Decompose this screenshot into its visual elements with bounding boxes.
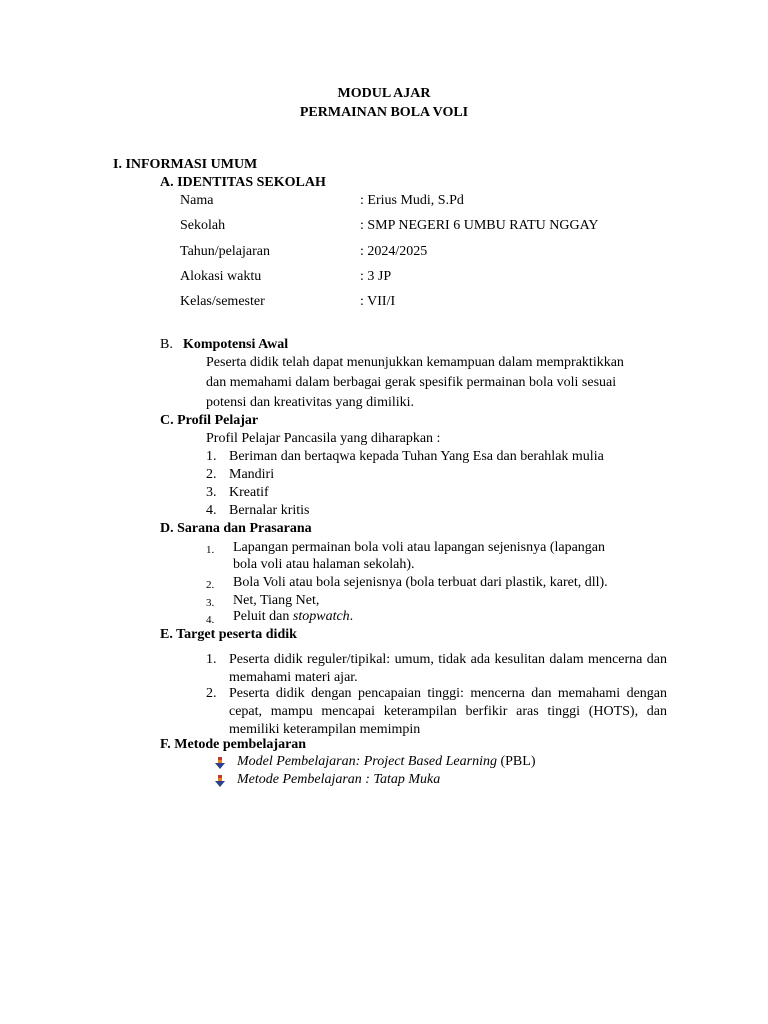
list-item: Lapangan permainan bola voli atau lapangan sejenisnya (lapangan — [233, 540, 606, 555]
identity-label-kelas-semester: Kelas/semester — [180, 294, 265, 309]
list-item: Mandiri — [229, 467, 275, 482]
list-item-number: 3. — [206, 597, 215, 609]
list-item: Bernalar kritis — [229, 503, 310, 518]
list-item: Net, Tiang Net, — [233, 593, 320, 608]
list-item-number: 1. — [206, 652, 217, 667]
list-item-number: 1. — [206, 544, 215, 556]
list-item: Beriman dan bertaqwa kepada Tuhan Yang Esa dan berahlak mulia — [229, 449, 604, 464]
list-item: Peserta didik reguler/tipikal: umum, tidak ada kesulitan dalam mencerna dan memahami materi ajar. — [229, 652, 667, 685]
subsection-heading-identitas-sekolah: A. IDENTITAS SEKOLAH — [160, 175, 326, 190]
list-item-continuation: bola voli atau halaman sekolah). — [233, 557, 415, 572]
profil-intro: Profil Pelajar Pancasila yang diharapkan : — [206, 431, 441, 446]
section-heading-informasi-umum: I. INFORMASI UMUM — [113, 157, 258, 172]
identity-label-nama: Nama — [180, 193, 214, 208]
document-title-line2: PERMAINAN BOLA VOLI — [299, 105, 469, 120]
paragraph-line: potensi dan kreativitas yang dimiliki. — [206, 395, 415, 410]
list-item-end: . — [349, 609, 354, 624]
subsection-heading-metode-pembelajaran: F. Metode pembelajaran — [160, 737, 307, 752]
identity-value-sekolah: : SMP NEGERI 6 UMBU RATU NGGAY — [360, 218, 599, 233]
subsection-heading-target-peserta-didik: E. Target peserta didik — [160, 627, 297, 642]
list-item-number: 2. — [206, 467, 217, 482]
list-item-number: 1. — [206, 449, 217, 464]
identity-label-tahun-pelajaran: Tahun/pelajaran — [180, 244, 270, 259]
subsection-letter-b: B. — [160, 337, 173, 352]
list-item-number: 4. — [206, 503, 217, 518]
identity-value-tahun-pelajaran: : 2024/2025 — [360, 244, 428, 259]
paragraph-line: dan memahami dalam berbagai gerak spesifik permainan bola voli sesuai — [206, 375, 617, 390]
subsection-heading-sarana-prasarana: D. Sarana dan Prasarana — [160, 521, 312, 536]
list-item-number: 3. — [206, 485, 217, 500]
list-item-number: 2. — [206, 686, 217, 701]
list-item-number: 4. — [206, 614, 215, 626]
list-item: Bola Voli atau bola sejenisnya (bola terbuat dari plastik, karet, dll). — [233, 575, 608, 590]
list-item: Peserta didik dengan pencapaian tinggi: mencerna dan memahami dengan cepat, mampu mencapai keterampilan berfikir aras tinggi (HOTS), dan memiliki keterampilan memimpin — [229, 686, 667, 737]
list-item-italic: Metode Pembelajaran : Tatap Muka — [237, 772, 441, 787]
paragraph-line: Peserta didik telah dapat menunjukkan kemampuan dalam mempraktikkan — [206, 355, 624, 370]
identity-value-alokasi-waktu: : 3 JP — [360, 269, 392, 284]
list-item: Kreatif — [229, 485, 269, 500]
list-item — [237, 753, 535, 771]
identity-value-kelas-semester: : VII/I — [360, 294, 396, 309]
arrow-bullet-icon — [214, 757, 226, 769]
identity-label-alokasi-waktu: Alokasi waktu — [180, 269, 262, 284]
list-item-number: 2. — [206, 579, 215, 591]
identity-label-sekolah: Sekolah — [180, 218, 226, 233]
document-title-line1: MODUL AJAR — [337, 86, 431, 101]
subsection-heading-kompotensi-awal: Kompotensi Awal — [183, 337, 289, 352]
subsection-heading-profil-pelajar: C. Profil Pelajar — [160, 413, 259, 428]
list-item-text: Peluit dan — [233, 609, 293, 624]
list-item-italic: stopwatch — [292, 609, 350, 624]
arrow-bullet-icon — [214, 775, 226, 787]
list-item — [237, 771, 440, 789]
identity-value-nama: : Erius Mudi, S.Pd — [360, 193, 464, 208]
list-item-text: (PBL) — [496, 754, 536, 769]
list-item-italic: Model Pembelajaran: Project Based Learning — [237, 754, 497, 769]
list-item — [233, 608, 353, 626]
